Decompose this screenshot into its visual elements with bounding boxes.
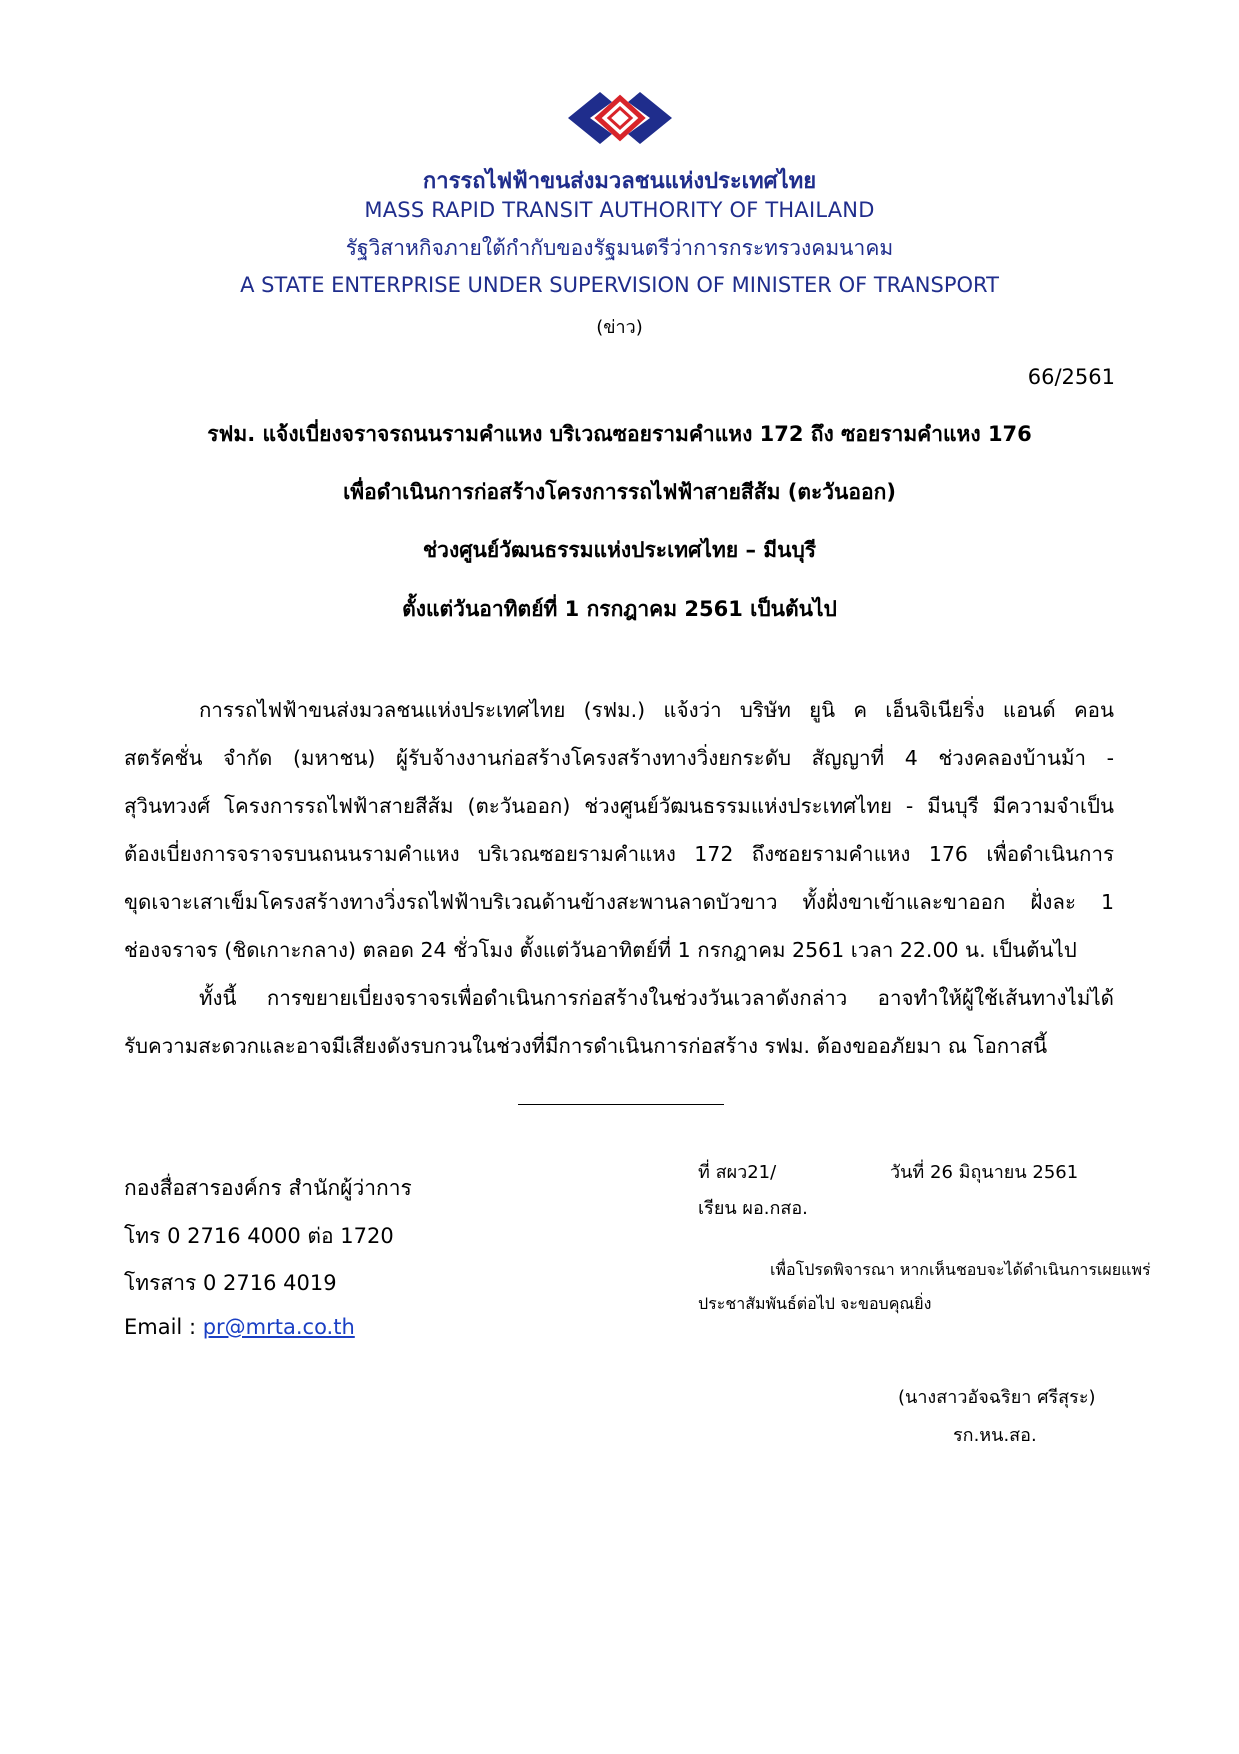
org-name-thai: การรถไฟฟ้าขนส่งมวลชนแห่งประเทศไทย bbox=[422, 169, 817, 194]
memo-line-1: เพื่อโปรดพิจารณา หากเห็นชอบจะได้ดำเนินการเผยแพร่ bbox=[770, 1260, 1151, 1279]
memo-line-2: ประชาสัมพันธ์ต่อไป จะขอบคุณยิ่ง bbox=[698, 1294, 932, 1313]
body-para1-line-4: ต้องเบี่ยงการจราจรบนถนนรามคำแหง บริเวณซอยรามคำแหง 172 ถึงซอยรามคำแหง 176 เพื่อดำเนินการ bbox=[124, 842, 1114, 866]
supervision-thai: รัฐวิสาหกิจภายใต้กำกับของรัฐมนตรีว่าการกระทรวงคมนาคม bbox=[345, 236, 894, 260]
headline-line-1: รฟม. แจ้งเบี่ยงจราจรถนนรามคำแหง บริเวณซอยรามคำแหง 172 ถึง ซอยรามคำแหง 176 bbox=[207, 422, 1032, 446]
memo-to: เรียน ผอ.กสอ. bbox=[698, 1198, 808, 1219]
org-name-english: MASS RAPID TRANSIT AUTHORITY OF THAILAND bbox=[364, 198, 875, 222]
mrta-logo-icon bbox=[560, 88, 680, 148]
headline-line-4: ตั้งแต่วันอาทิตย์ที่ 1 กรกฎาคม 2561 เป็นต้นไป bbox=[402, 597, 837, 621]
supervision-english: A STATE ENTERPRISE UNDER SUPERVISION OF MINISTER OF TRANSPORT bbox=[240, 273, 999, 297]
document-number: 66/2561 bbox=[1027, 365, 1115, 389]
body-para2-line-1: ทั้งนี้ การขยายเบี่ยงจราจรเพื่อดำเนินการก่อสร้างในช่วงวันเวลาดังกล่าว อาจทำให้ผู้ใช้เส้นทางไม่ได้ bbox=[199, 986, 1114, 1010]
separator-line bbox=[518, 1104, 724, 1105]
document-kind: (ข่าว) bbox=[596, 317, 643, 338]
email-link[interactable]: pr@mrta.co.th bbox=[202, 1315, 355, 1339]
email-label: Email : bbox=[124, 1315, 203, 1339]
memo-date: วันที่ 26 มิถุนายน 2561 bbox=[890, 1162, 1079, 1183]
body-para1-line-5: ขุดเจาะเสาเข็มโครงสร้างทางวิ่งรถไฟฟ้าบริเวณด้านข้างสะพานลาดบัวขาว ทั้งฝั่งขาเข้าและขาออก ฝั่งละ 1 bbox=[124, 890, 1114, 914]
contact-fax: โทรสาร 0 2716 4019 bbox=[124, 1271, 337, 1295]
memo-ref: ที่ สผว21/ bbox=[698, 1162, 777, 1183]
headline-line-3: ช่วงศูนย์วัฒนธรรมแห่งประเทศไทย – มีนบุรี bbox=[422, 538, 817, 562]
body-para1-line-6: ช่องจราจร (ชิดเกาะกลาง) ตลอด 24 ชั่วโมง ตั้งแต่วันอาทิตย์ที่ 1 กรกฎาคม 2561 เวลา 22.00 น. เป็นต้นไป bbox=[124, 938, 1077, 962]
memo-signer-title: รก.หน.สอ. bbox=[953, 1425, 1037, 1446]
memo-signer: (นางสาวอัจฉริยา ศรีสุระ) bbox=[898, 1387, 1096, 1408]
body-para2-line-2: รับความสะดวกและอาจมีเสียงดังรบกวนในช่วงที่มีการดำเนินการก่อสร้าง รฟม. ต้องขออภัยมา ณ โอกาสนี้ bbox=[124, 1034, 1048, 1058]
contact-email-row bbox=[124, 1315, 355, 1339]
body-para1-line-3: สุวินทวงศ์ โครงการรถไฟฟ้าสายสีส้ม (ตะวันออก) ช่วงศูนย์วัฒนธรรมแห่งประเทศไทย - มีนบุรี มีความจำเป็น bbox=[124, 794, 1114, 818]
body-para1-line-2: สตรัคชั่น จำกัด (มหาชน) ผู้รับจ้างงานก่อสร้างโครงสร้างทางวิ่งยกระดับ สัญญาที่ 4 ช่วงคลองบ้านม้า - bbox=[124, 746, 1114, 770]
contact-department: กองสื่อสารองค์กร สำนักผู้ว่าการ bbox=[124, 1176, 412, 1200]
contact-phone: โทร 0 2716 4000 ต่อ 1720 bbox=[124, 1224, 394, 1248]
body-para1-line-1: การรถไฟฟ้าขนส่งมวลชนแห่งประเทศไทย (รฟม.) แจ้งว่า บริษัท ยูนิ ค เอ็นจิเนียริ่ง แอนด์ คอน bbox=[199, 698, 1114, 722]
headline-line-2: เพื่อดำเนินการก่อสร้างโครงการรถไฟฟ้าสายสีส้ม (ตะวันออก) bbox=[343, 480, 896, 504]
